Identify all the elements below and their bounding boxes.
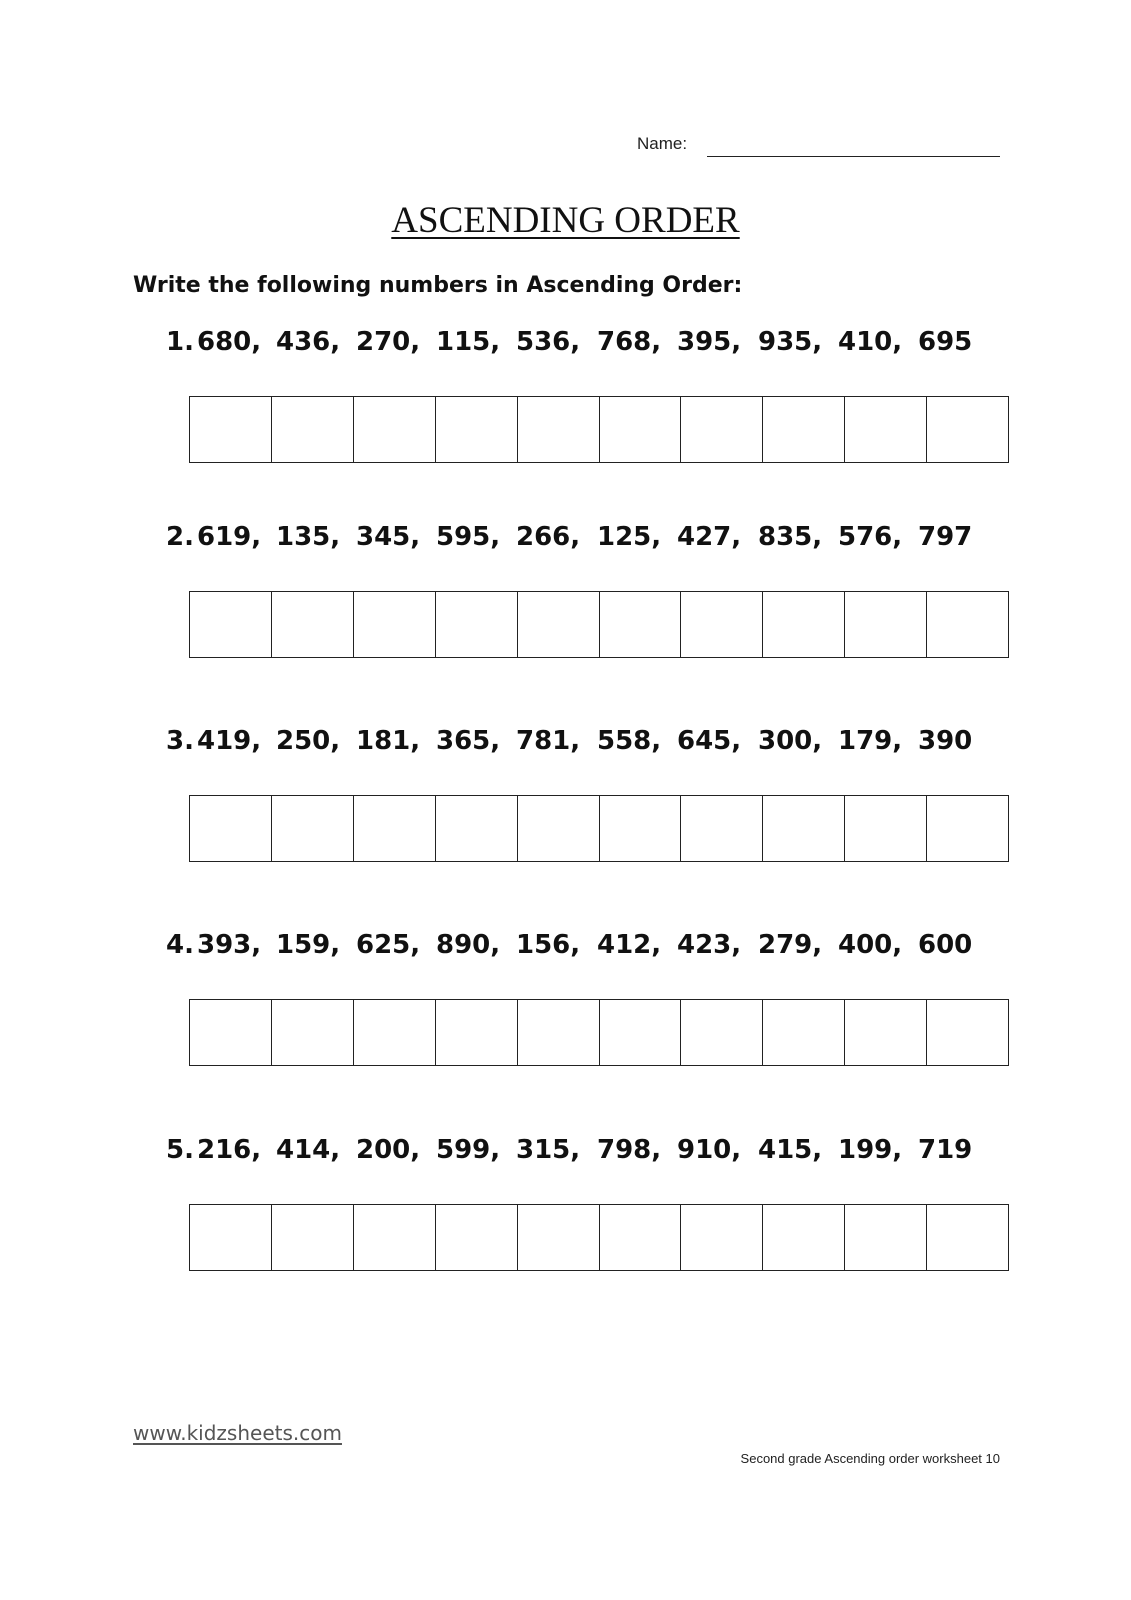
number-item: 798, <box>597 1135 662 1165</box>
answer-box[interactable] <box>845 1205 927 1270</box>
number-item: 645, <box>677 726 742 756</box>
number-list <box>166 327 1006 363</box>
instruction-text: Write the following numbers in Ascending Order: <box>133 273 743 298</box>
answer-box[interactable] <box>436 592 518 657</box>
answer-box[interactable] <box>190 1000 272 1065</box>
answer-box[interactable] <box>681 592 763 657</box>
answer-box[interactable] <box>600 1000 682 1065</box>
name-label: Name: <box>637 134 688 153</box>
problem-5 <box>166 1135 1016 1305</box>
number-item: 558, <box>597 726 662 756</box>
answer-box[interactable] <box>518 1000 600 1065</box>
number-item: 393, <box>197 930 262 960</box>
number-item: 115, <box>436 327 501 357</box>
number-item: 412, <box>597 930 662 960</box>
answer-box[interactable] <box>354 796 436 861</box>
problem-number: 2. <box>166 522 194 552</box>
answer-box[interactable] <box>272 796 354 861</box>
answer-box[interactable] <box>190 1205 272 1270</box>
answer-box[interactable] <box>681 1205 763 1270</box>
problem-3 <box>166 726 1016 896</box>
answer-box[interactable] <box>600 1205 682 1270</box>
number-item: 270, <box>356 327 421 357</box>
problem-number: 3. <box>166 726 194 756</box>
answer-box[interactable] <box>763 796 845 861</box>
number-item: 181, <box>356 726 421 756</box>
answer-box[interactable] <box>272 592 354 657</box>
number-item: 719 <box>918 1135 973 1165</box>
number-item: 423, <box>677 930 742 960</box>
number-item: 680, <box>197 327 262 357</box>
problem-number: 4. <box>166 930 194 960</box>
number-item: 216, <box>197 1135 262 1165</box>
number-item: 427, <box>677 522 742 552</box>
number-item: 395, <box>677 327 742 357</box>
number-item: 179, <box>838 726 903 756</box>
answer-box[interactable] <box>436 796 518 861</box>
answer-box[interactable] <box>190 592 272 657</box>
name-blank-line <box>707 156 1000 157</box>
number-item: 345, <box>356 522 421 552</box>
number-item: 600 <box>918 930 973 960</box>
problem-4 <box>166 930 1016 1100</box>
worksheet-title <box>0 199 1131 242</box>
number-item: 890, <box>436 930 501 960</box>
answer-box[interactable] <box>436 1205 518 1270</box>
number-item: 695 <box>918 327 973 357</box>
number-item: 910, <box>677 1135 742 1165</box>
number-item: 419, <box>197 726 262 756</box>
number-item: 595, <box>436 522 501 552</box>
answer-box[interactable] <box>763 397 845 462</box>
number-item: 159, <box>276 930 341 960</box>
answer-box[interactable] <box>354 1000 436 1065</box>
answer-box[interactable] <box>763 1000 845 1065</box>
number-item: 599, <box>436 1135 501 1165</box>
number-item: 266, <box>516 522 581 552</box>
number-list <box>166 930 1006 966</box>
number-item: 365, <box>436 726 501 756</box>
number-item: 300, <box>758 726 823 756</box>
number-item: 156, <box>516 930 581 960</box>
number-item: 576, <box>838 522 903 552</box>
answer-box[interactable] <box>681 796 763 861</box>
answer-box[interactable] <box>190 796 272 861</box>
number-list <box>166 726 1006 762</box>
number-item: 390 <box>918 726 973 756</box>
answer-boxes <box>189 1204 1009 1271</box>
number-item: 536, <box>516 327 581 357</box>
number-item: 415, <box>758 1135 823 1165</box>
number-item: 410, <box>838 327 903 357</box>
number-item: 135, <box>276 522 341 552</box>
number-item: 400, <box>838 930 903 960</box>
number-item: 797 <box>918 522 973 552</box>
number-item: 935, <box>758 327 823 357</box>
number-list <box>166 522 1006 558</box>
answer-box[interactable] <box>927 1000 1009 1065</box>
answer-box[interactable] <box>354 592 436 657</box>
number-item: 625, <box>356 930 421 960</box>
number-item: 125, <box>597 522 662 552</box>
problem-2 <box>166 522 1016 692</box>
answer-box[interactable] <box>681 1000 763 1065</box>
answer-box[interactable] <box>272 1205 354 1270</box>
number-item: 414, <box>276 1135 341 1165</box>
answer-box[interactable] <box>845 592 927 657</box>
number-item: 436, <box>276 327 341 357</box>
answer-box[interactable] <box>518 397 600 462</box>
answer-boxes <box>189 999 1009 1066</box>
answer-box[interactable] <box>927 397 1009 462</box>
answer-boxes <box>189 795 1009 862</box>
worksheet-caption: Second grade Ascending order worksheet 10 <box>740 1451 1000 1466</box>
worksheet-title-text: ASCENDING ORDER <box>391 200 740 241</box>
number-item: 835, <box>758 522 823 552</box>
answer-box[interactable] <box>845 796 927 861</box>
answer-box[interactable] <box>845 1000 927 1065</box>
answer-box[interactable] <box>272 1000 354 1065</box>
number-list <box>166 1135 1006 1171</box>
answer-box[interactable] <box>354 1205 436 1270</box>
answer-box[interactable] <box>354 397 436 462</box>
number-item: 279, <box>758 930 823 960</box>
problem-number: 1. <box>166 327 194 357</box>
answer-box[interactable] <box>190 397 272 462</box>
number-item: 315, <box>516 1135 581 1165</box>
answer-box[interactable] <box>600 592 682 657</box>
answer-box[interactable] <box>272 397 354 462</box>
answer-box[interactable] <box>436 1000 518 1065</box>
answer-box[interactable] <box>681 397 763 462</box>
answer-boxes <box>189 396 1009 463</box>
answer-box[interactable] <box>518 1205 600 1270</box>
answer-box[interactable] <box>436 397 518 462</box>
website-link[interactable]: www.kidzsheets.com <box>133 1421 342 1445</box>
answer-box[interactable] <box>845 397 927 462</box>
answer-box[interactable] <box>927 592 1009 657</box>
problem-number: 5. <box>166 1135 194 1165</box>
answer-box[interactable] <box>927 1205 1009 1270</box>
answer-box[interactable] <box>600 397 682 462</box>
number-item: 200, <box>356 1135 421 1165</box>
answer-box[interactable] <box>927 796 1009 861</box>
answer-box[interactable] <box>763 1205 845 1270</box>
answer-boxes <box>189 591 1009 658</box>
answer-box[interactable] <box>600 796 682 861</box>
problem-1 <box>166 327 1016 497</box>
number-item: 768, <box>597 327 662 357</box>
answer-box[interactable] <box>518 592 600 657</box>
answer-box[interactable] <box>518 796 600 861</box>
number-item: 619, <box>197 522 262 552</box>
answer-box[interactable] <box>763 592 845 657</box>
number-item: 199, <box>838 1135 903 1165</box>
number-item: 781, <box>516 726 581 756</box>
number-item: 250, <box>276 726 341 756</box>
